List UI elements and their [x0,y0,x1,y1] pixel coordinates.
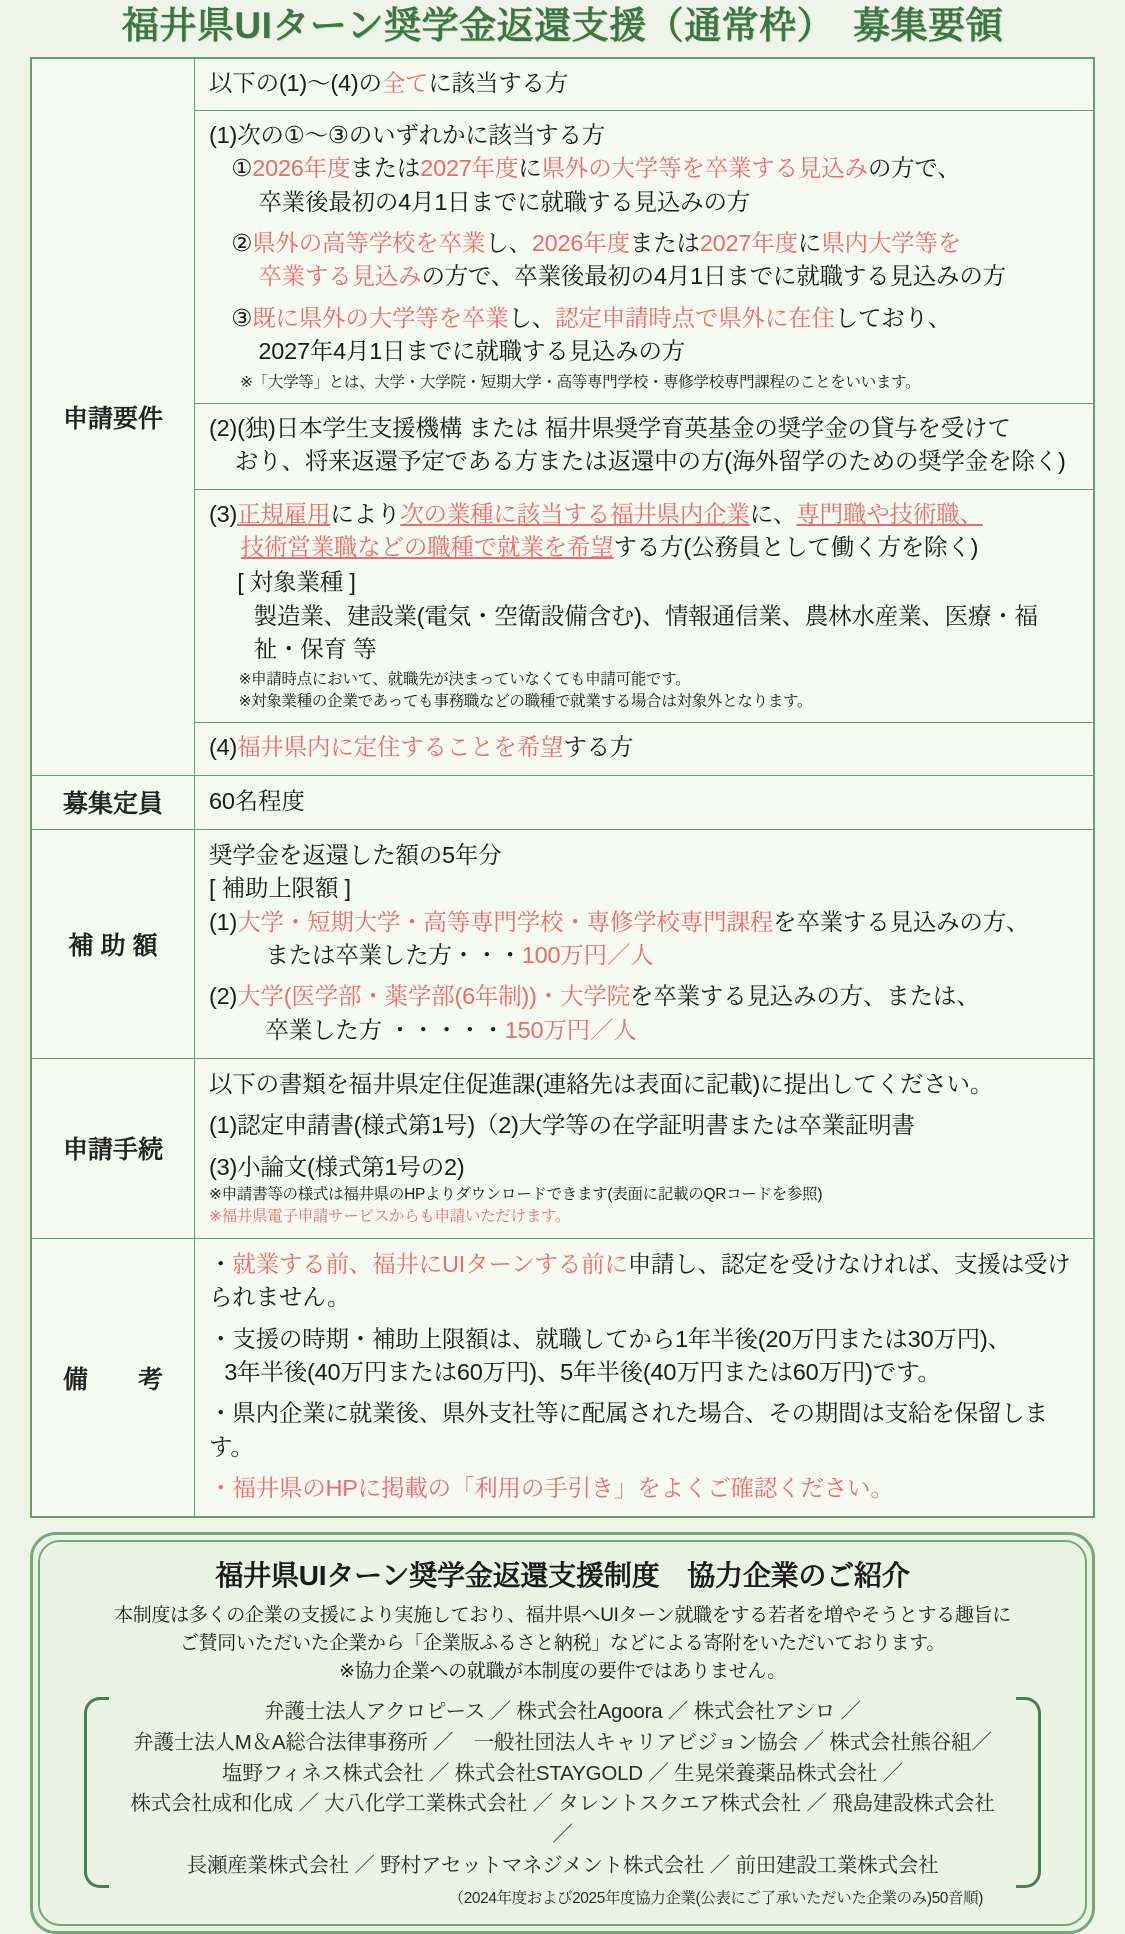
company-line: 株式会社成和化成 ／ 大八化学工業株式会社 ／ タレントスクエア株式会社 ／ 飛島建設株式会社 ／ [130,1792,995,1847]
amount-b-red: 大学(医学部・薬学部(6年制))・大学院 [237,983,630,1010]
row-label-requirements: 申請要件 [31,58,195,775]
requirement-2-line2: おり、将来返還予定である方または返還中の方(海外留学のための奨学金を除く) [234,448,1066,475]
row-content-remarks [195,1238,1095,1517]
remark-2-line1: ・支援の時期・補助上限額は、就職してから1年半後(20万円または30万円)、 [209,1325,1011,1352]
partner-description [58,1602,1067,1685]
requirement-3-line2 [209,531,1081,564]
requirements-intro-row [195,59,1093,111]
page-title: 福井県UIターン奨学金返還支援（通常枠） 募集要領 [121,5,1004,46]
sub2-line2-rest: の方で、卒業後最初の4月1日までに就職する見込みの方 [421,263,1006,290]
partner-inner-frame [38,1540,1087,1925]
requirement-2 [209,412,1081,479]
intro-text-red: 全て [381,69,429,96]
sub1-red-1: 2026年度 [252,155,351,182]
req3-u2: 次の業種に該当する [400,500,610,527]
sub1-mid-1: または [350,155,421,182]
sub1-tail: の方で、 [867,155,961,182]
amount-a-line2-black: または卒業した方・・・ [265,942,522,968]
requirement-4 [209,731,1081,764]
row-label-quota: 募集定員 [31,775,195,829]
row-content-procedure [195,1059,1095,1239]
remark-1-rest: 申請し、認定を受けなければ、支援は受けられません。 [209,1250,1071,1311]
amount-line-2: [ 補助上限額 ] [209,875,351,902]
row-content-requirements [195,58,1095,775]
amount-b-line1 [209,980,1081,1013]
sub2-number: ② [231,230,253,257]
remarks-body [209,1248,1081,1506]
amount-a-line2 [209,939,1081,972]
req4-red: 福井県内に定住することを希望 [237,734,564,761]
requirement-item-2-row [195,403,1093,489]
row-label-procedure: 申請手続 [31,1059,195,1239]
req3-t3: する方(公務員として働く方を除く) [613,534,979,561]
requirement-item-1-row [195,111,1093,404]
intro-text-a: 以下の(1)～(4)の [209,69,382,96]
procedure-line-1: 以下の書類を福井県定住促進課(連絡先は表面に記載)に提出してください。 [209,1071,994,1098]
target-industry-head: [ 対象業種 ] [237,569,356,596]
requirement-item-4-row [195,723,1093,775]
quota-value: 60名程度 [209,787,305,814]
remark-3: ・県内企業に就業後、県外支社等に配属された場合、その期間は支給を保留します。 [209,1400,1048,1460]
amount-b-line2-red: 150万円／人 [504,1016,637,1043]
row-label-remarks: 備 考 [31,1238,195,1517]
partner-desc-line-3: ※協力企業への就職が本制度の要件ではありません。 [339,1660,786,1682]
amount-a-line2-red: 100万円／人 [521,942,654,968]
sub3-red-1: 既に県外の大学等を卒業 [252,304,509,331]
req3-u3: 福井県内企業 [609,500,750,527]
req3-u4: 専門職や技術職、 [796,500,983,527]
table-row-remarks [31,1238,1094,1517]
amount-a-number: (1) [209,908,238,935]
requirement-1-sub3-line2: 2027年4月1日までに就職する見込みの方 [258,338,686,365]
remark-1-bullet: ・ [209,1250,233,1277]
requirement-1-sub1 [209,152,1081,185]
amount-a-red: 大学・短期大学・高等専門学校・専修学校専門課程 [237,908,774,935]
sub1-number: ① [231,155,253,182]
amount-b-number: (2) [209,983,238,1010]
table-row-procedure [31,1059,1094,1239]
amount-b-line2-black: 卒業した方 ・・・・・ [265,1016,505,1043]
requirement-1-sub1-line2: 卒業後最初の4月1日までに就職する見込みの方 [258,188,751,215]
sub3-red-2: 認定申請時点で県外に在住 [555,304,835,331]
table-row-quota [31,775,1094,829]
sub1-red-2: 2027年度 [420,155,519,182]
requirement-1-sub2 [209,227,1081,260]
row-label-amount: 補 助 額 [31,829,195,1058]
partner-desc-line-2: ご賛同いただいた企業から「企業版ふるさと納税」などによる寄附をいただいております。 [179,1632,946,1654]
requirement-3-note-2: ※対象業種の企業であっても事務職などの職種で就業する場合は対象外となります。 [238,692,813,710]
sub2-line2-red: 卒業する見込み [258,263,422,290]
partner-desc-line-1: 本制度は多くの企業の支援により実施しており、福井県へUIターン就職をする若者を増やそうとする趣旨に [114,1605,1011,1627]
sub1-mid-2: に [518,155,542,182]
requirements-intro [209,67,1081,100]
amount-a-line1 [209,906,1081,939]
requirement-1-head: (1)次の①～③のいずれかに該当する方 [209,122,606,149]
amount-a-tail: を卒業する見込みの方、 [773,908,1030,935]
requirement-3-note-1: ※申請時点において、就職先が決まっていなくても申請可能です。 [238,671,691,689]
procedure-body [209,1068,1081,1184]
requirement-1-footnote: ※「大学等」とは、大学・大学院・短期大学・高等専門学校・専修学校専門課程のことをいいます。 [240,373,921,391]
requirement-2-line1: (2)(独)日本学生支援機構 または 福井県奨学育英基金の奨学金の貸与を受けて [209,414,1011,441]
intro-text-b: に該当する方 [428,69,569,96]
amount-b-line2 [209,1014,1081,1047]
table-row-requirements [31,58,1094,775]
remark-2-line2: 3年半後(40万円または60万円)、5年半後(40万円または60万円)です。 [224,1358,941,1385]
sub1-red-3: 県外の大学等を卒業する見込み [541,155,868,182]
sub3-tail: しており、 [834,304,952,331]
sub2-mid-3: に [797,230,822,257]
req3-u5: 技術営業職などの職種で就業を希望 [240,534,614,561]
row-content-amount [195,829,1095,1058]
requirements-table [30,57,1095,1519]
remark-1 [209,1248,1081,1315]
sub2-mid-2: または [629,230,700,257]
company-line: 長瀬産業株式会社 ／ 野村アセットマネジメント株式会社 ／ 前田建設工業株式会社 [186,1853,939,1877]
row-content-quota [195,775,1095,829]
requirement-1 [209,119,1081,369]
remark-4: ・福井県のHPに掲載の「利用の手引き」をよくご確認ください。 [209,1475,894,1502]
sub2-red-3: 2027年度 [699,230,798,257]
sub2-mid-1: し、 [485,230,532,257]
req3-t2: に、 [749,500,797,527]
req3-u1: 正規雇用 [237,500,331,527]
requirement-item-3-row [195,489,1093,723]
amount-body [209,839,1081,1047]
remark-1-red: 就業する前、福井にUIターンする前に [232,1250,628,1277]
procedure-note-2: ※福井県電子申請サービスからも申請いただけます。 [209,1207,571,1225]
table-row-amount [31,829,1094,1058]
sub3-mid-1: し、 [508,304,556,331]
amount-b-tail: を卒業する見込みの方、または、 [630,983,980,1010]
procedure-note-1: ※申請書等の様式は福井県のHPよりダウンロードできます(表面に記載のQRコードを参照) [209,1186,823,1204]
requirements-subtable [195,59,1093,775]
req4-tail: する方 [563,734,634,761]
sub3-number: ③ [231,304,253,331]
partner-company-bracket [84,1693,1041,1910]
requirement-3 [209,498,1081,667]
partner-companies-section [30,1532,1095,1933]
requirement-3-line1 [209,498,1081,531]
company-line: 塩野フィネス株式会社 ／ 株式会社STAYGOLD ／ 生晃栄養薬品株式会社 ／ [222,1761,903,1785]
requirement-1-sub3 [209,302,1081,335]
target-industry-list: 製造業、建設業(電気・空衛設備含む)、情報通信業、農林水産業、医療・福祉・保育 等 [253,602,1038,663]
requirement-1-sub2-line2 [209,260,1081,293]
sub2-red-4: 県内大学等を [821,230,962,257]
procedure-line-2: (1)認定申請書(様式第1号)（2)大学等の在学証明書または卒業証明書 [209,1112,915,1139]
company-line: 弁護士法人M＆A総合法律事務所 ／ 一般社団法人キャリアビジョン協会 ／ 株式会社熊谷組／ [133,1730,992,1754]
company-line: 弁護士法人アクロピース ／ 株式会社Agoora ／ 株式会社アシロ ／ [264,1700,861,1724]
partner-section-title: 福井県UIターン奨学金返還支援制度 協力企業のご紹介 [215,1560,910,1592]
amount-line-1: 奨学金を返還した額の5年分 [209,841,502,868]
partner-footnote: （2024年度および2025年度協力企業(公表にご了承いただいた企業のみ)50音順) [448,1889,983,1907]
procedure-line-3: (3)小論文(様式第1号の2) [209,1153,465,1180]
req3-number: (3) [209,500,238,527]
req3-t1: により [330,500,401,527]
sub2-red-1: 県外の高等学校を卒業 [252,230,486,257]
sub2-red-2: 2026年度 [531,230,630,257]
req4-number: (4) [209,734,238,761]
